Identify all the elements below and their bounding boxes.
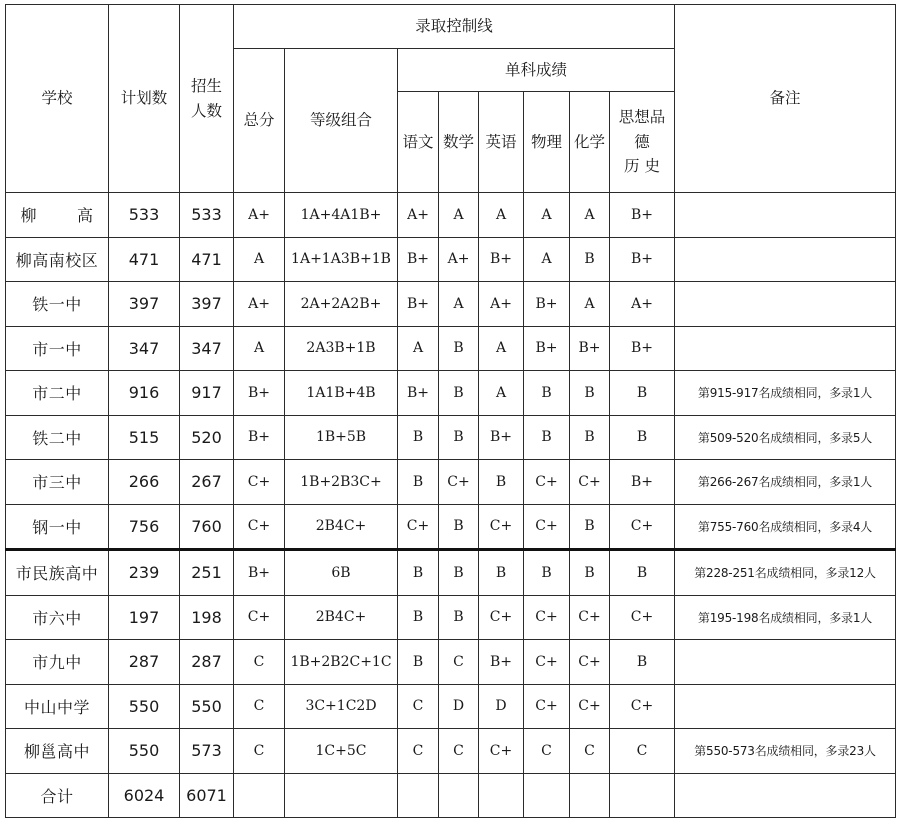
plan-count: 239: [109, 550, 180, 596]
math-grade: B: [439, 415, 479, 460]
header-total-score: 总分: [234, 49, 285, 193]
empty-cell: [439, 773, 479, 818]
chemistry-grade: C+: [570, 640, 610, 685]
empty-cell: [610, 773, 675, 818]
school-name: 市三中: [6, 460, 109, 505]
enroll-count: 267: [180, 460, 234, 505]
header-math: 数学: [439, 92, 479, 193]
remark: [675, 684, 896, 729]
chemistry-grade: B+: [570, 326, 610, 371]
header-chinese: 语文: [398, 92, 439, 193]
math-grade: C+: [439, 460, 479, 505]
header-school: 学校: [6, 5, 109, 193]
politics-grade: B: [610, 415, 675, 460]
physics-grade: A: [524, 193, 570, 238]
physics-grade: C+: [524, 595, 570, 640]
english-grade: A+: [479, 282, 524, 327]
header-chemistry: 化学: [570, 92, 610, 193]
physics-grade: A: [524, 237, 570, 282]
plan-count: 550: [109, 729, 180, 774]
remark: [675, 282, 896, 327]
grade-combo: 2A3B+1B: [285, 326, 398, 371]
table-row: [6, 595, 896, 640]
english-grade: C+: [479, 595, 524, 640]
header-politics-line1: 思想品: [618, 107, 666, 126]
politics-grade: C+: [610, 595, 675, 640]
chemistry-grade: B: [570, 415, 610, 460]
english-grade: A: [479, 371, 524, 416]
school-name: 铁一中: [6, 282, 109, 327]
remark: 第266-267名成绩相同，多录1人: [675, 460, 896, 505]
physics-grade: C+: [524, 640, 570, 685]
school-name: 市民族高中: [6, 550, 109, 596]
school-name: 市九中: [6, 640, 109, 685]
empty-cell: [398, 773, 439, 818]
empty-cell: [524, 773, 570, 818]
empty-cell: [675, 773, 896, 818]
english-grade: B+: [479, 640, 524, 685]
math-grade: A: [439, 282, 479, 327]
school-name: [6, 193, 109, 238]
physics-grade: B: [524, 550, 570, 596]
politics-grade: B: [610, 640, 675, 685]
chemistry-grade: B: [570, 371, 610, 416]
chemistry-grade: C: [570, 729, 610, 774]
english-grade: C+: [479, 504, 524, 550]
total-grade: A+: [234, 282, 285, 327]
enroll-count: 917: [180, 371, 234, 416]
math-grade: B: [439, 504, 479, 550]
empty-cell: [234, 773, 285, 818]
plan-count: 266: [109, 460, 180, 505]
total-grade: A: [234, 326, 285, 371]
total-grade: C: [234, 684, 285, 729]
header-enroll-line1: 招生: [190, 76, 222, 95]
politics-grade: B+: [610, 237, 675, 282]
school-name-part-a: 柳: [20, 206, 37, 226]
school-name: 中山中学: [6, 684, 109, 729]
math-grade: B: [439, 371, 479, 416]
grade-combo: 1B+2B3C+: [285, 460, 398, 505]
header-physics: 物理: [524, 92, 570, 193]
header-enroll: [180, 5, 234, 193]
plan-count: 515: [109, 415, 180, 460]
header-grade-combo: 等级组合: [285, 49, 398, 193]
remark: [675, 326, 896, 371]
header-politics-line2: 德: [634, 132, 650, 151]
chinese-grade: C: [398, 729, 439, 774]
chinese-grade: B: [398, 550, 439, 596]
total-grade: B+: [234, 415, 285, 460]
total-label: 合计: [6, 773, 109, 818]
total-grade: C+: [234, 504, 285, 550]
remark: [675, 193, 896, 238]
school-name: 市六中: [6, 595, 109, 640]
math-grade: B: [439, 550, 479, 596]
total-grade: C: [234, 640, 285, 685]
empty-cell: [570, 773, 610, 818]
math-grade: B: [439, 595, 479, 640]
table-row: [6, 460, 896, 505]
remark: 第550-573名成绩相同，多录23人: [675, 729, 896, 774]
grade-combo: 1B+2B2C+1C: [285, 640, 398, 685]
total-row: [6, 773, 896, 818]
total-grade: A: [234, 237, 285, 282]
header-politics-line3: 历 史: [624, 157, 660, 176]
enroll-count: 251: [180, 550, 234, 596]
enroll-count: 198: [180, 595, 234, 640]
grade-combo: 1B+5B: [285, 415, 398, 460]
enroll-count: 520: [180, 415, 234, 460]
table-row: [6, 684, 896, 729]
table-row: [6, 326, 896, 371]
plan-count: 287: [109, 640, 180, 685]
politics-grade: B+: [610, 326, 675, 371]
grade-combo: 2B4C+: [285, 504, 398, 550]
remark: 第195-198名成绩相同，多录1人: [675, 595, 896, 640]
enroll-count: 533: [180, 193, 234, 238]
header-politics-history: [610, 92, 675, 193]
header-row-1: [6, 5, 896, 49]
school-name: 柳高南校区: [6, 237, 109, 282]
english-grade: D: [479, 684, 524, 729]
plan-count: 397: [109, 282, 180, 327]
english-grade: B+: [479, 415, 524, 460]
plan-count: 756: [109, 504, 180, 550]
physics-grade: B: [524, 371, 570, 416]
table-row: [6, 504, 896, 550]
grade-combo: 1C+5C: [285, 729, 398, 774]
total-grade: C+: [234, 460, 285, 505]
enroll-count: 550: [180, 684, 234, 729]
english-grade: B: [479, 460, 524, 505]
math-grade: B: [439, 326, 479, 371]
plan-count: 471: [109, 237, 180, 282]
math-grade: D: [439, 684, 479, 729]
grade-combo: 1A+1A3B+1B: [285, 237, 398, 282]
school-name: 市一中: [6, 326, 109, 371]
header-remarks: 备注: [675, 5, 896, 193]
header-plan: 计划数: [109, 5, 180, 193]
chinese-grade: A: [398, 326, 439, 371]
politics-grade: B+: [610, 460, 675, 505]
chinese-grade: B: [398, 595, 439, 640]
empty-cell: [479, 773, 524, 818]
empty-cell: [285, 773, 398, 818]
admission-table: [5, 4, 896, 818]
physics-grade: C+: [524, 504, 570, 550]
chinese-grade: B+: [398, 282, 439, 327]
math-grade: A+: [439, 237, 479, 282]
chinese-grade: B: [398, 415, 439, 460]
enroll-count: 471: [180, 237, 234, 282]
english-grade: B+: [479, 237, 524, 282]
english-grade: C+: [479, 729, 524, 774]
chinese-grade: C+: [398, 504, 439, 550]
remark: 第755-760名成绩相同，多录4人: [675, 504, 896, 550]
grade-combo: 1A+4A1B+: [285, 193, 398, 238]
english-grade: B: [479, 550, 524, 596]
total-grade: B+: [234, 550, 285, 596]
physics-grade: C+: [524, 460, 570, 505]
chinese-grade: B: [398, 640, 439, 685]
chemistry-grade: C+: [570, 595, 610, 640]
enroll-count: 287: [180, 640, 234, 685]
remark: [675, 237, 896, 282]
physics-grade: C: [524, 729, 570, 774]
table-row: [6, 550, 896, 596]
politics-grade: C+: [610, 504, 675, 550]
english-grade: A: [479, 193, 524, 238]
remark: 第228-251名成绩相同，多录12人: [675, 550, 896, 596]
chemistry-grade: B: [570, 237, 610, 282]
politics-grade: A+: [610, 282, 675, 327]
politics-grade: B: [610, 371, 675, 416]
plan-count: 550: [109, 684, 180, 729]
grade-combo: 2B4C+: [285, 595, 398, 640]
enroll-count: 573: [180, 729, 234, 774]
chemistry-grade: C+: [570, 684, 610, 729]
plan-count: 916: [109, 371, 180, 416]
chinese-grade: B+: [398, 371, 439, 416]
total-grade: C: [234, 729, 285, 774]
plan-count: 347: [109, 326, 180, 371]
total-grade: A+: [234, 193, 285, 238]
school-name-part-b: 高: [77, 206, 94, 226]
plan-count: 197: [109, 595, 180, 640]
grade-combo: 2A+2A2B+: [285, 282, 398, 327]
chemistry-grade: B: [570, 504, 610, 550]
math-grade: A: [439, 193, 479, 238]
physics-grade: B: [524, 415, 570, 460]
school-name: 钢一中: [6, 504, 109, 550]
total-plan-count: 6024: [109, 773, 180, 818]
remark: 第915-917名成绩相同，多录1人: [675, 371, 896, 416]
politics-grade: B: [610, 550, 675, 596]
chemistry-grade: A: [570, 282, 610, 327]
physics-grade: C+: [524, 684, 570, 729]
header-enroll-line2: 人数: [190, 101, 222, 120]
table-row: [6, 282, 896, 327]
header-control-line: 录取控制线: [234, 5, 675, 49]
table-row: [6, 371, 896, 416]
grade-combo: 1A1B+4B: [285, 371, 398, 416]
enroll-count: 760: [180, 504, 234, 550]
grade-combo: 6B: [285, 550, 398, 596]
table-row: [6, 729, 896, 774]
physics-grade: B+: [524, 282, 570, 327]
table-row: [6, 415, 896, 460]
table-row: [6, 193, 896, 238]
table-row: [6, 640, 896, 685]
math-grade: C: [439, 640, 479, 685]
grade-combo: 3C+1C2D: [285, 684, 398, 729]
plan-count: 533: [109, 193, 180, 238]
total-enroll-count: 6071: [180, 773, 234, 818]
english-grade: A: [479, 326, 524, 371]
school-name: 柳邕高中: [6, 729, 109, 774]
chemistry-grade: C+: [570, 460, 610, 505]
politics-grade: B+: [610, 193, 675, 238]
school-name: 铁二中: [6, 415, 109, 460]
chinese-grade: B+: [398, 237, 439, 282]
remark: [675, 640, 896, 685]
math-grade: C: [439, 729, 479, 774]
chemistry-grade: A: [570, 193, 610, 238]
total-grade: B+: [234, 371, 285, 416]
chinese-grade: B: [398, 460, 439, 505]
chinese-grade: C: [398, 684, 439, 729]
politics-grade: C+: [610, 684, 675, 729]
total-grade: C+: [234, 595, 285, 640]
remark: 第509-520名成绩相同，多录5人: [675, 415, 896, 460]
enroll-count: 397: [180, 282, 234, 327]
chemistry-grade: B: [570, 550, 610, 596]
physics-grade: B+: [524, 326, 570, 371]
politics-grade: C: [610, 729, 675, 774]
header-english: 英语: [479, 92, 524, 193]
table-row: [6, 237, 896, 282]
school-name: 市二中: [6, 371, 109, 416]
chinese-grade: A+: [398, 193, 439, 238]
enroll-count: 347: [180, 326, 234, 371]
header-single-subject: 单科成绩: [398, 49, 675, 92]
